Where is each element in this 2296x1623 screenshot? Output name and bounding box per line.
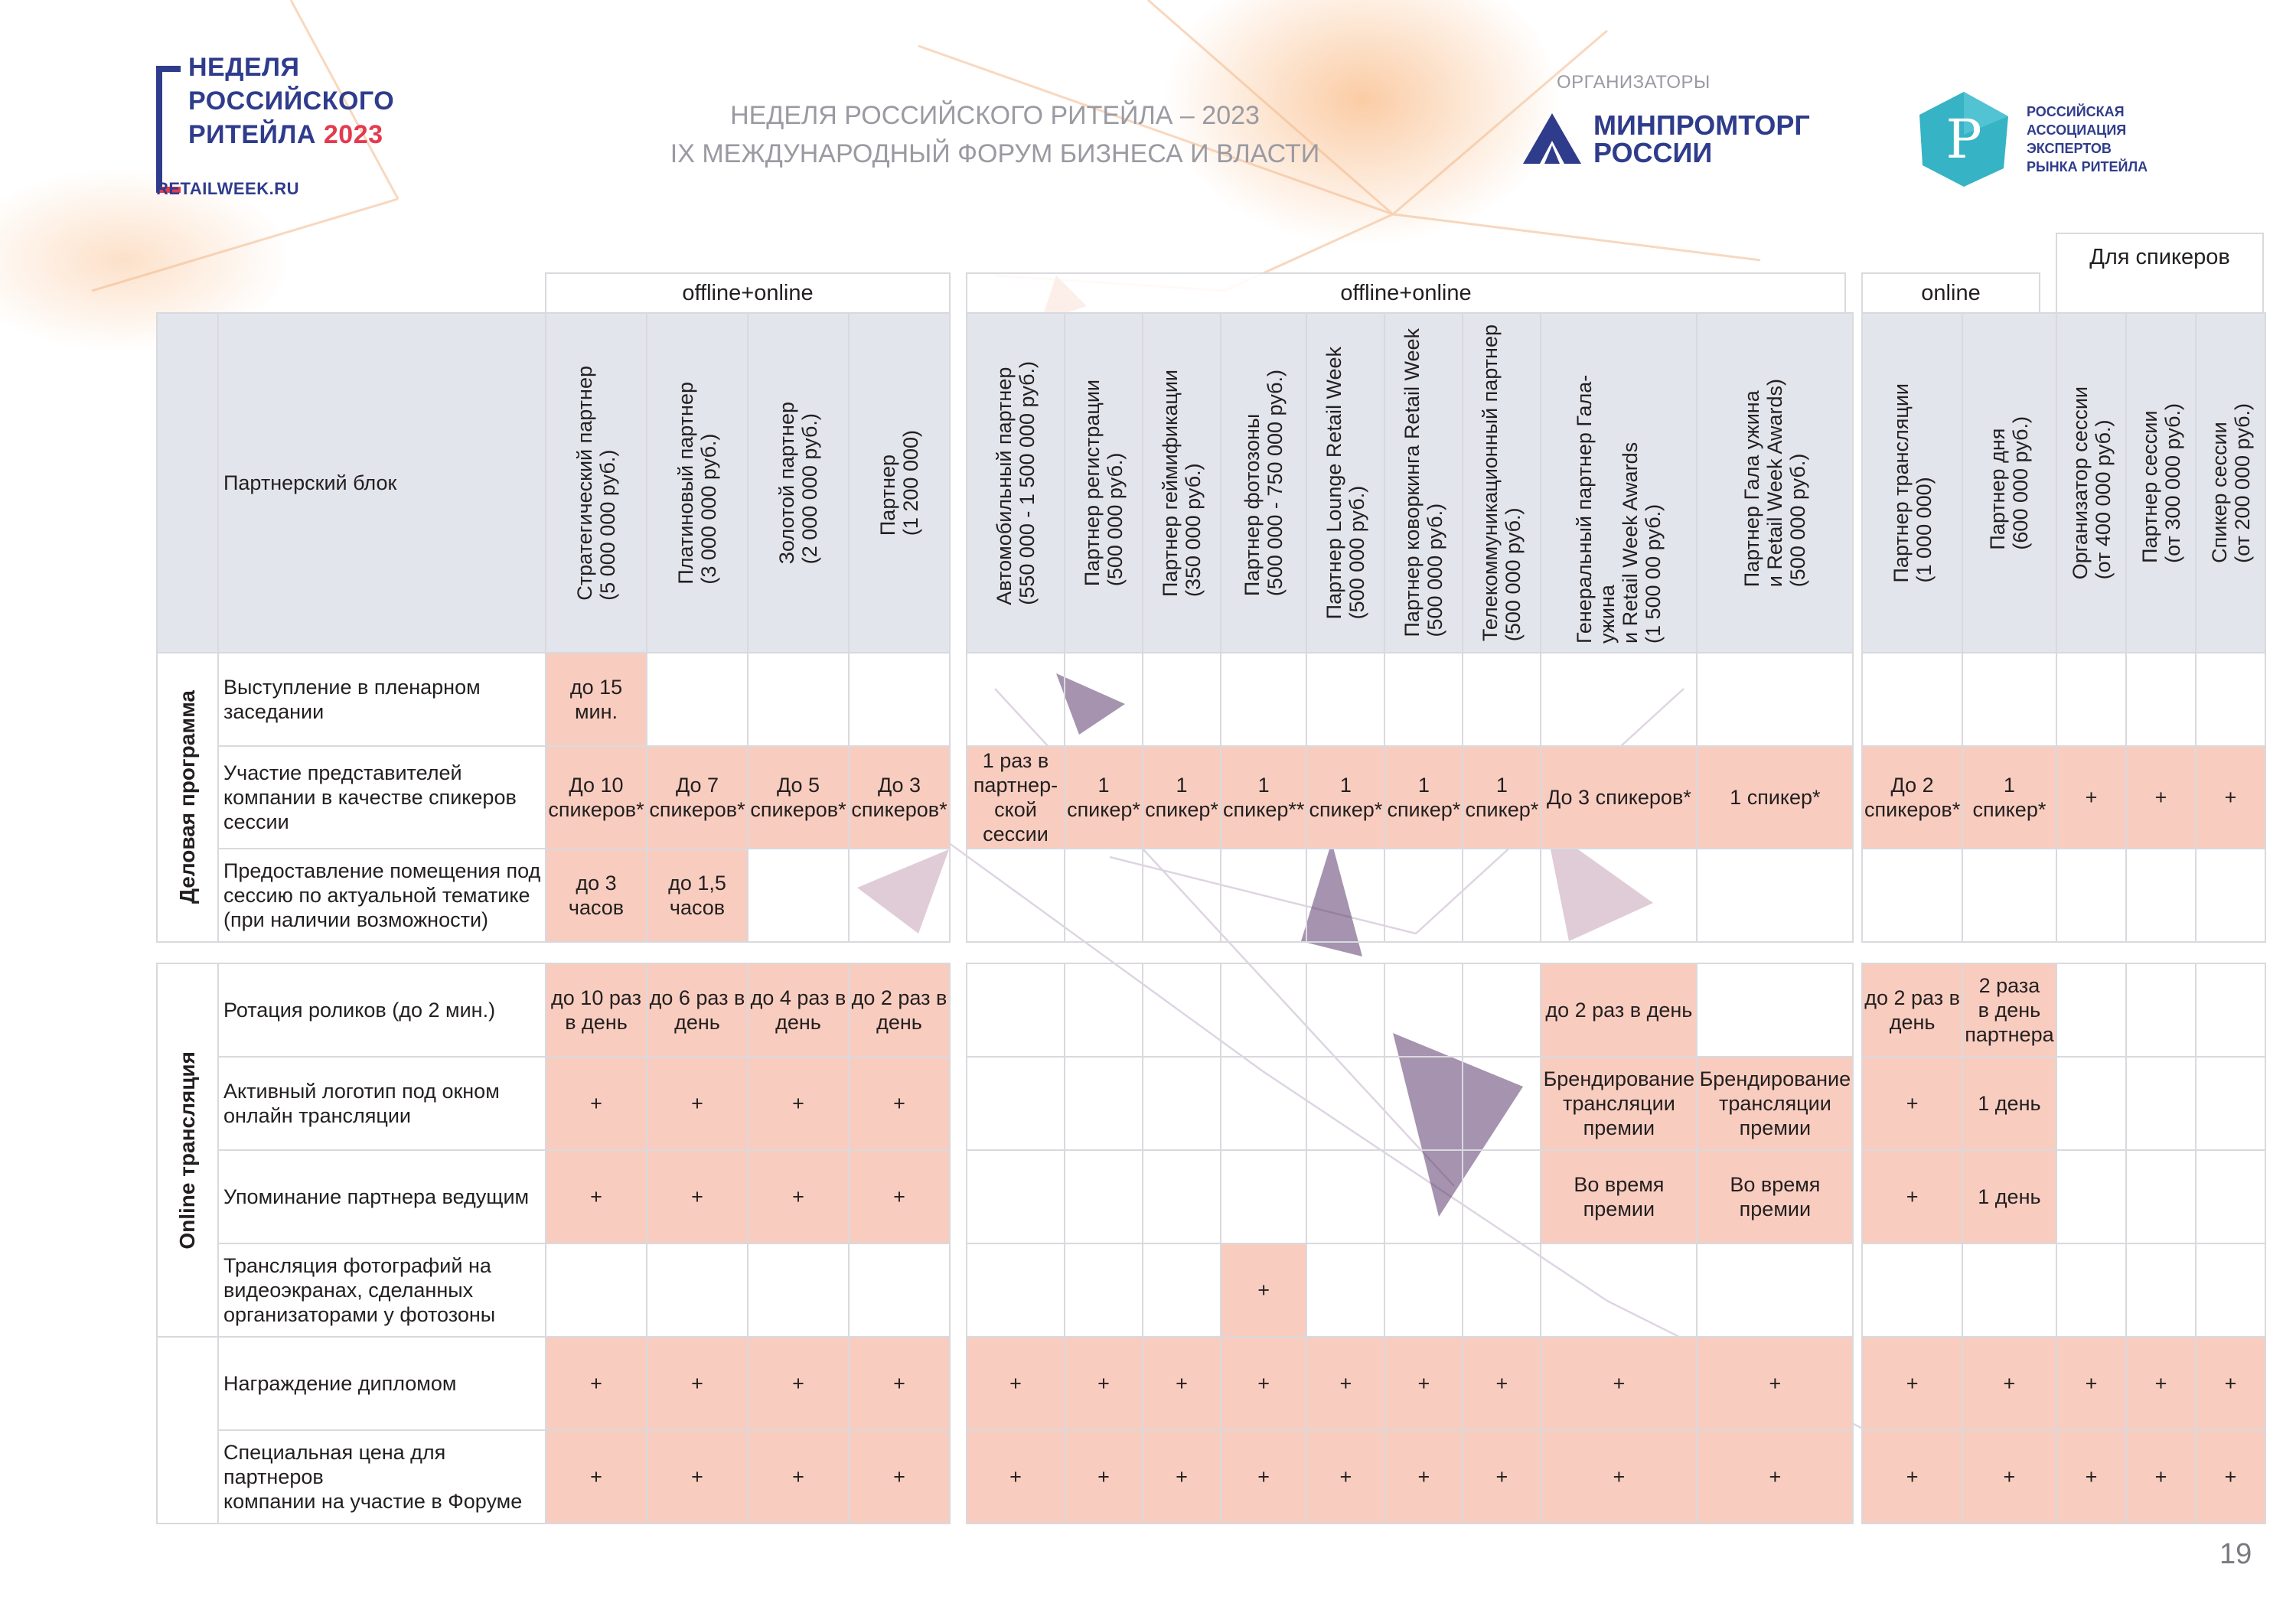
- cell-g2-r1-c6: 1 спикер*: [1463, 746, 1541, 849]
- cell-g2-r1-c0: 1 раз в партнер- ской сессии: [967, 746, 1065, 849]
- cell-g4-r6-c1: [2126, 1243, 2196, 1337]
- cell-g2-r1-c4: 1 спикер*: [1306, 746, 1384, 849]
- cell-g2-r6-c5: [1384, 1243, 1463, 1337]
- column-header-g2-7: Генеральный партнер Гала-ужина и Retail Week Awards (1 500 00 руб.): [1541, 313, 1697, 653]
- cell-g1-r8-c0: +: [546, 1430, 647, 1524]
- cell-g1-r3-c3: до 2 раз в день: [849, 963, 950, 1057]
- table-row: [157, 849, 950, 942]
- cell-g1-r4-c2: +: [748, 1057, 849, 1150]
- cell-g2-r7-c5: +: [1384, 1337, 1463, 1430]
- cell-g1-r4-c0: +: [546, 1057, 647, 1150]
- table-row: [967, 1057, 1853, 1150]
- cell-g4-r7-c2: +: [2196, 1337, 2265, 1430]
- cell-g4-r0-c2: [2196, 653, 2265, 746]
- section-online-broadcast: Online трансляция: [157, 963, 218, 1337]
- cell-g2-r1-c2: 1 спикер*: [1143, 746, 1221, 849]
- row-label: Предоставление помещения под сессию по актуальной тематике (при наличии возможности): [218, 849, 546, 942]
- logo-line-2: РОССИЙСКОГО: [188, 86, 395, 116]
- cell-g1-r6-c0: [546, 1243, 647, 1337]
- cell-g3-r0-c1: [1962, 653, 2056, 746]
- cell-g2-r0-c7: [1541, 653, 1697, 746]
- cell-g2-r5-c2: [1143, 1150, 1221, 1243]
- cell-g3-r8-c0: +: [1862, 1430, 1962, 1524]
- cell-g2-r3-c2: [1143, 963, 1221, 1057]
- cell-g2-r7-c4: +: [1306, 1337, 1384, 1430]
- cell-g2-r1-c8: 1 спикер*: [1697, 746, 1853, 849]
- row-label: Участие представителей компании в качестве спикеров сессии: [218, 746, 546, 849]
- cell-g2-r8-c0: +: [967, 1430, 1065, 1524]
- cell-g2-r3-c5: [1384, 963, 1463, 1057]
- cell-g1-r2-c0: до 3 часов: [546, 849, 647, 942]
- svg-text:Р: Р: [1945, 108, 1982, 171]
- column-header-g1-1: Платиновый партнер (3 000 000 руб.): [647, 313, 748, 653]
- cell-g1-r3-c0: до 10 раз в день: [546, 963, 647, 1057]
- column-header-g4-2: Спикер сессии (от 200 000 руб.): [2196, 313, 2265, 653]
- cell-g2-r6-c2: [1143, 1243, 1221, 1337]
- section-gap: [967, 942, 1853, 963]
- table-row: [157, 746, 950, 849]
- table-row: [1862, 1337, 2056, 1430]
- table-row: [2056, 1057, 2265, 1150]
- cell-g4-r8-c0: +: [2056, 1430, 2126, 1524]
- cell-g2-r6-c6: [1463, 1243, 1541, 1337]
- cell-g2-r6-c4: [1306, 1243, 1384, 1337]
- table-row: [157, 1057, 950, 1150]
- forum-title: [658, 96, 1332, 173]
- cell-g4-r0-c1: [2126, 653, 2196, 746]
- cell-g2-r0-c4: [1306, 653, 1384, 746]
- column-header-g1-0: Стратегический партнер (5 000 000 руб.): [546, 313, 647, 653]
- cell-g2-r8-c7: +: [1541, 1430, 1697, 1524]
- cell-g3-r7-c1: +: [1962, 1337, 2056, 1430]
- cell-g2-r0-c1: [1065, 653, 1143, 746]
- cell-g1-r5-c1: +: [647, 1150, 748, 1243]
- cell-g2-r3-c0: [967, 963, 1065, 1057]
- cell-g2-r2-c8: [1697, 849, 1853, 942]
- cell-g1-r3-c1: до 6 раз в день: [647, 963, 748, 1057]
- cell-g1-r2-c3: [849, 849, 950, 942]
- cell-g1-r1-c2: До 5 спикеров*: [748, 746, 849, 849]
- row-label: Награждение дипломом: [218, 1337, 546, 1430]
- cell-g2-r6-c8: [1697, 1243, 1853, 1337]
- table-row: [967, 1337, 1853, 1430]
- cell-g3-r5-c1: 1 день: [1962, 1150, 2056, 1243]
- cell-g2-r5-c3: [1221, 1150, 1306, 1243]
- row-label: Упоминание партнера ведущим: [218, 1150, 546, 1243]
- cell-g2-r2-c4: [1306, 849, 1384, 942]
- raer-logo: [1913, 89, 2219, 188]
- cell-g2-r3-c6: [1463, 963, 1541, 1057]
- forum-title-line2: IX МЕЖДУНАРОДНЫЙ ФОРУМ БИЗНЕСА И ВЛАСТИ: [670, 139, 1320, 168]
- cell-g4-r2-c0: [2056, 849, 2126, 942]
- section-business-program: Деловая программа: [157, 653, 218, 942]
- column-header-g2-3: Партнер фотозоны (500 000 - 750 000 руб.): [1221, 313, 1306, 653]
- cell-g2-r3-c3: [1221, 963, 1306, 1057]
- table-group-2: [966, 312, 1854, 1524]
- cell-g2-r7-c0: +: [967, 1337, 1065, 1430]
- cell-g2-r6-c0: [967, 1243, 1065, 1337]
- cell-g1-r4-c1: +: [647, 1057, 748, 1150]
- group-caption-1: offline+online: [545, 272, 951, 314]
- minpromtorg-logo: [1523, 107, 1814, 176]
- cell-g2-r2-c5: [1384, 849, 1463, 942]
- cell-g4-r0-c0: [2056, 653, 2126, 746]
- row-label: Выступление в пленарном заседании: [218, 653, 546, 746]
- table-row: [157, 1150, 950, 1243]
- group-caption-4: Для спикеров: [2056, 233, 2264, 314]
- table-row: [1862, 963, 2056, 1057]
- cell-g4-r1-c0: +: [2056, 746, 2126, 849]
- corner-label: Партнерский блок: [218, 313, 546, 653]
- table-row: [2056, 1150, 2265, 1243]
- table-row: [157, 963, 950, 1057]
- raer-emblem-icon: [1913, 89, 2014, 190]
- cell-g1-r0-c2: [748, 653, 849, 746]
- cell-g2-r0-c0: [967, 653, 1065, 746]
- table-row: [2056, 746, 2265, 849]
- cell-g2-r2-c1: [1065, 849, 1143, 942]
- column-header-g1-2: Золотой партнер (2 000 000 руб.): [748, 313, 849, 653]
- logo-line-1: НЕДЕЛЯ: [188, 53, 300, 82]
- logo-line-3: РИТЕЙЛА 2023: [188, 120, 383, 149]
- table-row: [967, 1430, 1853, 1524]
- cell-g2-r2-c2: [1143, 849, 1221, 942]
- section-gap: [1862, 942, 2056, 963]
- table-row: [157, 1337, 950, 1430]
- cell-g2-r5-c5: [1384, 1150, 1463, 1243]
- cell-g2-r8-c3: +: [1221, 1430, 1306, 1524]
- cell-g2-r3-c4: [1306, 963, 1384, 1057]
- cell-g4-r1-c2: +: [2196, 746, 2265, 849]
- cell-g4-r6-c0: [2056, 1243, 2126, 1337]
- cell-g1-r5-c3: +: [849, 1150, 950, 1243]
- table-row: [1862, 1150, 2056, 1243]
- logo-bracket-icon: [156, 66, 181, 193]
- group-caption-3: online: [1861, 272, 2040, 314]
- cell-g1-r0-c3: [849, 653, 950, 746]
- cell-g2-r1-c3: 1 спикер**: [1221, 746, 1306, 849]
- cell-g1-r1-c0: До 10 спикеров*: [546, 746, 647, 849]
- cell-g2-r7-c2: +: [1143, 1337, 1221, 1430]
- cell-g3-r6-c0: [1862, 1243, 1962, 1337]
- cell-g1-r5-c2: +: [748, 1150, 849, 1243]
- cell-g2-r4-c4: [1306, 1057, 1384, 1150]
- cell-g4-r5-c1: [2126, 1150, 2196, 1243]
- cell-g1-r2-c1: до 1,5 часов: [647, 849, 748, 942]
- cell-g2-r1-c5: 1 спикер*: [1384, 746, 1463, 849]
- organizers-label: ОРГАНИЗАТОРЫ: [1557, 72, 1711, 93]
- cell-g2-r8-c5: +: [1384, 1430, 1463, 1524]
- column-header-g3-0: Партнер трансляции (1 000 000): [1862, 313, 1962, 653]
- cell-g2-r0-c3: [1221, 653, 1306, 746]
- cell-g1-r8-c2: +: [748, 1430, 849, 1524]
- cell-g2-r7-c1: +: [1065, 1337, 1143, 1430]
- cell-g4-r4-c2: [2196, 1057, 2265, 1150]
- minpromtorg-emblem-icon: [1523, 113, 1581, 164]
- cell-g3-r4-c1: 1 день: [1962, 1057, 2056, 1150]
- cell-g2-r7-c7: +: [1541, 1337, 1697, 1430]
- cell-g2-r5-c7: Во время премии: [1541, 1150, 1697, 1243]
- table-row: [967, 963, 1853, 1057]
- cell-g1-r8-c3: +: [849, 1430, 950, 1524]
- cell-g3-r1-c1: 1 спикер*: [1962, 746, 2056, 849]
- cell-g3-r3-c0: до 2 раз в день: [1862, 963, 1962, 1057]
- table-row: [157, 653, 950, 746]
- cell-g4-r8-c1: +: [2126, 1430, 2196, 1524]
- cell-g4-r4-c1: [2126, 1057, 2196, 1150]
- cell-g4-r3-c0: [2056, 963, 2126, 1057]
- cell-g4-r8-c2: +: [2196, 1430, 2265, 1524]
- table-row: [1862, 1430, 2056, 1524]
- table-row: [1862, 1243, 2056, 1337]
- cell-g4-r5-c2: [2196, 1150, 2265, 1243]
- column-header-g2-8: Партнер Гала ужина и Retail Week Awards) (500 000 руб.): [1697, 313, 1853, 653]
- cell-g2-r1-c7: До 3 спикеров*: [1541, 746, 1697, 849]
- cell-g4-r7-c1: +: [2126, 1337, 2196, 1430]
- cell-g1-r7-c1: +: [647, 1337, 748, 1430]
- cell-g1-r5-c0: +: [546, 1150, 647, 1243]
- cell-g2-r0-c6: [1463, 653, 1541, 746]
- cell-g3-r4-c0: +: [1862, 1057, 1962, 1150]
- cell-g2-r2-c3: [1221, 849, 1306, 942]
- page-number: 19: [2219, 1538, 2252, 1570]
- table-row: [157, 1430, 950, 1524]
- cell-g2-r6-c7: [1541, 1243, 1697, 1337]
- cell-g2-r4-c3: [1221, 1057, 1306, 1150]
- cell-g2-r3-c7: до 2 раз в день: [1541, 963, 1697, 1057]
- cell-g4-r6-c2: [2196, 1243, 2265, 1337]
- minpromtorg-text: МИНПРОМТОРГ РОССИИ: [1593, 109, 1810, 168]
- column-header-g4-1: Партнер сессии (от 300 000 руб.): [2126, 313, 2196, 653]
- table-row: [1862, 653, 2056, 746]
- column-header-g2-6: Телекоммуникационный партнер (500 000 руб.): [1463, 313, 1541, 653]
- cell-g2-r5-c0: [967, 1150, 1065, 1243]
- table-row: [1862, 746, 2056, 849]
- cell-g2-r0-c8: [1697, 653, 1853, 746]
- cell-g3-r6-c1: [1962, 1243, 2056, 1337]
- cell-g1-r1-c3: До 3 спикеров*: [849, 746, 950, 849]
- table-row: [1862, 849, 2056, 942]
- column-header-g2-2: Партнер геймификации (350 000 руб.): [1143, 313, 1221, 653]
- column-header-g2-1: Партнер регистрации (500 000 руб.): [1065, 313, 1143, 653]
- cell-g2-r4-c6: [1463, 1057, 1541, 1150]
- table-row: [157, 1243, 950, 1337]
- section-blank: [157, 1337, 218, 1524]
- header-blank: [157, 313, 218, 653]
- row-label: Трансляция фотографий на видеоэкранах, сделанных организаторами у фотозоны: [218, 1243, 546, 1337]
- table-row: [2056, 963, 2265, 1057]
- table-row: [2056, 653, 2265, 746]
- table-row: [967, 1243, 1853, 1337]
- cell-g2-r3-c8: [1697, 963, 1853, 1057]
- cell-g1-r7-c0: +: [546, 1337, 647, 1430]
- cell-g3-r8-c1: +: [1962, 1430, 2056, 1524]
- table-row: [967, 653, 1853, 746]
- cell-g2-r8-c6: +: [1463, 1430, 1541, 1524]
- cell-g2-r4-c2: [1143, 1057, 1221, 1150]
- raer-text: РОССИЙСКАЯ АССОЦИАЦИЯ ЭКСПЕРТОВ РЫНКА РИТЕЙЛА: [2027, 104, 2148, 174]
- cell-g2-r5-c8: Во время премии: [1697, 1150, 1853, 1243]
- cell-g3-r3-c1: 2 раза в день партнера: [1962, 963, 2056, 1057]
- cell-g4-r3-c2: [2196, 963, 2265, 1057]
- cell-g1-r4-c3: +: [849, 1057, 950, 1150]
- cell-g2-r5-c1: [1065, 1150, 1143, 1243]
- column-header-g2-0: Автомобильный партнер (550 000 - 1 500 000 руб.): [967, 313, 1065, 653]
- cell-g4-r1-c1: +: [2126, 746, 2196, 849]
- cell-g4-r2-c2: [2196, 849, 2265, 942]
- cell-g2-r7-c6: +: [1463, 1337, 1541, 1430]
- column-header-g1-3: Партнер (1 200 000): [849, 313, 950, 653]
- cell-g2-r2-c6: [1463, 849, 1541, 942]
- forum-title-line1: НЕДЕЛЯ РОССИЙСКОГО РИТЕЙЛА – 2023: [730, 101, 1260, 130]
- cell-g2-r5-c4: [1306, 1150, 1384, 1243]
- cell-g2-r3-c1: [1065, 963, 1143, 1057]
- cell-g1-r7-c3: +: [849, 1337, 950, 1430]
- column-header-g3-1: Партнер дня (600 000 руб.): [1962, 313, 2056, 653]
- cell-g2-r5-c6: [1463, 1150, 1541, 1243]
- cell-g4-r5-c0: [2056, 1150, 2126, 1243]
- table-label-block: [156, 312, 951, 1524]
- cell-g2-r6-c1: [1065, 1243, 1143, 1337]
- cell-g3-r2-c1: [1962, 849, 2056, 942]
- cell-g4-r7-c0: +: [2056, 1337, 2126, 1430]
- cell-g2-r7-c3: +: [1221, 1337, 1306, 1430]
- cell-g2-r8-c1: +: [1065, 1430, 1143, 1524]
- cell-g2-r6-c3: +: [1221, 1243, 1306, 1337]
- table-row: [1862, 1057, 2056, 1150]
- cell-g2-r2-c7: [1541, 849, 1697, 942]
- cell-g2-r4-c8: Брендирование трансляции премии: [1697, 1057, 1853, 1150]
- table-row: [2056, 1337, 2265, 1430]
- cell-g3-r1-c0: До 2 спикеров*: [1862, 746, 1962, 849]
- table-group-3: [1861, 312, 2057, 1524]
- cell-g4-r4-c0: [2056, 1057, 2126, 1150]
- cell-g1-r3-c2: до 4 раз в день: [748, 963, 849, 1057]
- cell-g4-r3-c1: [2126, 963, 2196, 1057]
- cell-g1-r1-c1: До 7 спикеров*: [647, 746, 748, 849]
- cell-g2-r4-c1: [1065, 1057, 1143, 1150]
- cell-g1-r0-c1: [647, 653, 748, 746]
- cell-g3-r5-c0: +: [1862, 1150, 1962, 1243]
- group-caption-2: offline+online: [966, 272, 1846, 314]
- logo-year: 2023: [323, 120, 383, 149]
- cell-g2-r4-c7: Брендирование трансляции премии: [1541, 1057, 1697, 1150]
- table-row: [967, 746, 1853, 849]
- table-group-4: [2056, 312, 2266, 1524]
- cell-g2-r4-c0: [967, 1057, 1065, 1150]
- row-label: Активный логотип под окном онлайн трансляции: [218, 1057, 546, 1150]
- table-row: [967, 849, 1853, 942]
- cell-g4-r2-c1: [2126, 849, 2196, 942]
- table-row: [2056, 1243, 2265, 1337]
- cell-g2-r7-c8: +: [1697, 1337, 1853, 1430]
- cell-g1-r6-c1: [647, 1243, 748, 1337]
- cell-g2-r2-c0: [967, 849, 1065, 942]
- column-header-g4-0: Организатор сессии (от 400 000 руб.): [2056, 313, 2126, 653]
- column-header-g2-5: Партнер коворкинга Retail Week (500 000 руб.): [1384, 313, 1463, 653]
- cell-g2-r1-c1: 1 спикер*: [1065, 746, 1143, 849]
- cell-g1-r6-c2: [748, 1243, 849, 1337]
- logo-url: RETAILWEEK.RU: [156, 179, 299, 198]
- cell-g1-r0-c0: до 15 мин.: [546, 653, 647, 746]
- cell-g1-r6-c3: [849, 1243, 950, 1337]
- retail-week-logo: [156, 47, 395, 208]
- cell-g1-r7-c2: +: [748, 1337, 849, 1430]
- row-label: Специальная цена для партнеров компании на участие в Форуме: [218, 1430, 546, 1524]
- section-gap: [157, 942, 950, 963]
- cell-g2-r8-c4: +: [1306, 1430, 1384, 1524]
- column-header-g2-4: Партнер Lounge Retail Week (500 000 руб.): [1306, 313, 1384, 653]
- section-gap: [2056, 942, 2265, 963]
- cell-g2-r8-c8: +: [1697, 1430, 1853, 1524]
- cell-g1-r2-c2: [748, 849, 849, 942]
- table-row: [967, 1150, 1853, 1243]
- table-row: [2056, 1430, 2265, 1524]
- cell-g2-r4-c5: [1384, 1057, 1463, 1150]
- cell-g2-r0-c5: [1384, 653, 1463, 746]
- cell-g1-r8-c1: +: [647, 1430, 748, 1524]
- cell-g2-r0-c2: [1143, 653, 1221, 746]
- cell-g2-r8-c2: +: [1143, 1430, 1221, 1524]
- row-label: Ротация роликов (до 2 мин.): [218, 963, 546, 1057]
- cell-g3-r7-c0: +: [1862, 1337, 1962, 1430]
- cell-g3-r2-c0: [1862, 849, 1962, 942]
- table-row: [2056, 849, 2265, 942]
- cell-g3-r0-c0: [1862, 653, 1962, 746]
